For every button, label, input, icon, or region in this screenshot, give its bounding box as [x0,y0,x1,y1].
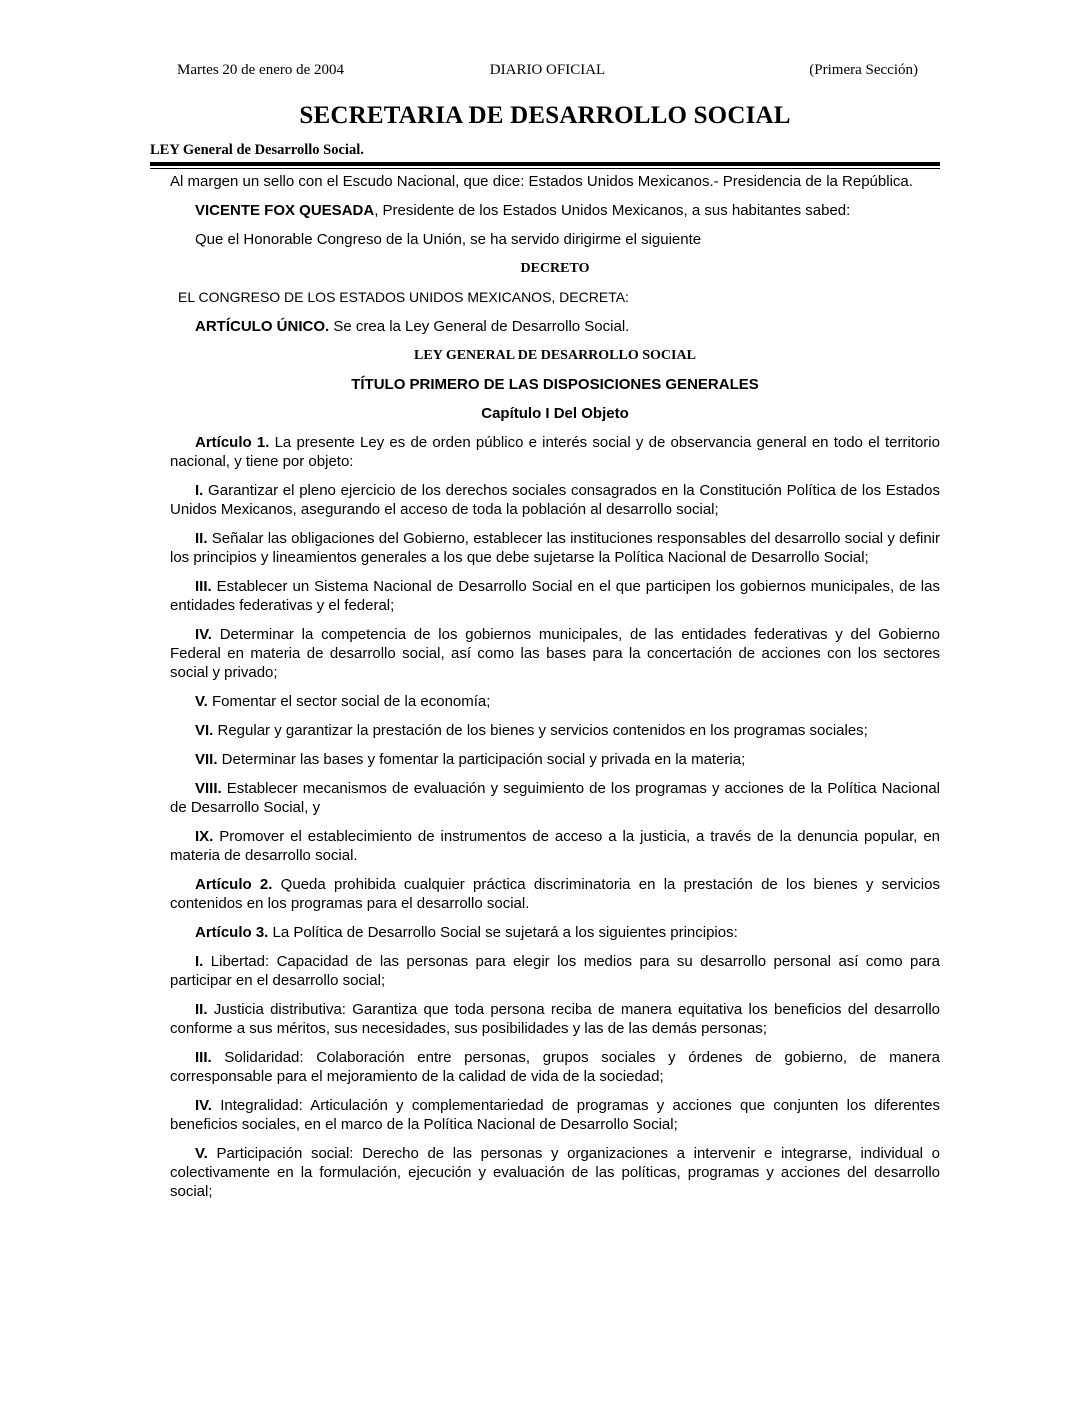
article-unico-text: Se crea la Ley General de Desarrollo Social. [329,318,630,335]
article-3-item [170,1096,940,1134]
article-unico [170,317,940,336]
decree-line: EL CONGRESO DE LOS ESTADOS UNIDOS MEXICANOS, DECRETA: [178,289,629,305]
document-page [150,0,940,1408]
item-number: V. [195,1145,208,1162]
law-label: LEY General de Desarrollo Social. [150,142,364,158]
item-number: I. [195,953,204,970]
article-2-label: Artículo 2. [195,876,273,893]
item-number: IV. [195,626,212,643]
item-number: II. [195,530,208,547]
article-3 [170,923,940,942]
article-1 [170,433,940,471]
article-1-text: La presente Ley es de orden público e interés social y de observancia general en todo el territorio nacional, y tiene por objeto: [170,434,940,470]
item-text: Integralidad: Articulación y complementariedad de programas y acciones que conjunten los diferentes beneficios sociales, en el marco de la Política Nacional de Desarrollo Social; [170,1097,940,1133]
item-text: Libertad: Capacidad de las personas para elegir los medios para su desarrollo personal así como para participar en el desarrollo social; [170,953,940,989]
article-2 [170,875,940,913]
article-1-item [170,625,940,682]
article-1-item [170,481,940,519]
item-text: Promover el establecimiento de instrumentos de acceso a la justicia, a través de la denuncia popular, en materia de desarrollo social. [170,828,940,864]
article-3-item [170,1000,940,1038]
item-number: II. [195,1001,208,1018]
item-number: VII. [195,751,218,768]
item-text: Garantizar el pleno ejercicio de los derechos sociales consagrados en la Constitución Política de los Estados Unidos Mexicanos, asegurando el acceso de toda la población al desarrollo social; [170,482,940,518]
president-name: VICENTE FOX QUESADA [195,202,375,219]
margin-paragraph: Al margen un sello con el Escudo Nacional, que dice: Estados Unidos Mexicanos.- Presidencia de la República. [170,173,913,190]
article-1-label: Artículo 1. [195,434,270,451]
item-text: Determinar la competencia de los gobiernos municipales, de las entidades federativas y del Gobierno Federal en materia de desarrollo social, así como las bases para la concertación de acciones con los sectores social y privado; [170,626,940,681]
capitulo-heading: Capítulo I Del Objeto [481,405,629,422]
item-text: Señalar las obligaciones del Gobierno, establecer las instituciones responsables del desarrollo social y definir los principios y lineamientos generales a los que debe sujetarse la Política Nacional de Desarrollo Social; [170,530,940,566]
header-date: Martes 20 de enero de 2004 [177,62,345,78]
article-3-text: La Política de Desarrollo Social se sujetará a los siguientes principios: [268,924,738,941]
article-3-label: Artículo 3. [195,924,269,941]
article-1-item [170,779,940,817]
article-3-item [170,952,940,990]
secretaria-title: SECRETARIA DE DESARROLLO SOCIAL [299,102,791,129]
divider-thin [150,168,940,169]
item-number: V. [195,693,208,710]
article-3-item [170,1048,940,1086]
article-1-item [170,721,940,740]
item-text: Regular y garantizar la prestación de los bienes y servicios contenidos en los programas sociales; [213,722,868,739]
article-1-item [170,692,940,711]
president-text: , Presidente de los Estados Unidos Mexicanos, a sus habitantes sabed: [374,202,851,219]
article-1-item [170,577,940,615]
president-paragraph [170,201,940,220]
article-1-item [170,750,940,769]
law-title: LEY GENERAL DE DESARROLLO SOCIAL [414,348,696,363]
item-number: IX. [195,828,214,845]
item-text: Solidaridad: Colaboración entre personas, grupos sociales y órdenes de gobierno, de manera corresponsable para el mejoramiento de la calidad de vida de la sociedad; [170,1049,940,1085]
document-body [170,172,940,1211]
item-text: Determinar las bases y fomentar la participación social y privada en la materia; [217,751,746,768]
decree-title: DECRETO [520,261,590,276]
article-unico-label: ARTÍCULO ÚNICO. [195,318,330,335]
item-text: Participación social: Derecho de las personas y organizaciones a intervenir e integrarse, individual o colectivamente en la formulación, ejecución y evaluación de las políticas, programas y acciones del desarrollo social; [170,1145,940,1200]
running-header [177,62,918,84]
article-1-item [170,827,940,865]
article-2-text: Queda prohibida cualquier práctica discriminatoria en la prestación de los bienes y servicios contenidos en los programas para el desarrollo social. [170,876,940,912]
article-3-item [170,1144,940,1201]
item-number: I. [195,482,204,499]
congress-paragraph: Que el Honorable Congreso de la Unión, se ha servido dirigirme el siguiente [195,231,702,248]
item-number: VIII. [195,780,222,797]
titulo-heading: TÍTULO PRIMERO DE LAS DISPOSICIONES GENERALES [351,376,759,393]
article-1-item [170,529,940,567]
header-section: (Primera Sección) [809,62,918,78]
item-number: IV. [195,1097,212,1114]
item-number: III. [195,578,212,595]
item-number: VI. [195,722,214,739]
item-number: III. [195,1049,212,1066]
item-text: Establecer mecanismos de evaluación y seguimiento de los programas y acciones de la Política Nacional de Desarrollo Social, y [170,780,940,816]
item-text: Fomentar el sector social de la economía; [207,693,491,710]
divider-thick [150,162,940,166]
item-text: Establecer un Sistema Nacional de Desarrollo Social en el que participen los gobiernos municipales, de las entidades federativas y el federal; [170,578,940,614]
header-newspaper: DIARIO OFICIAL [489,62,606,78]
item-text: Justicia distributiva: Garantiza que toda persona reciba de manera equitativa los beneficios del desarrollo conforme a sus méritos, sus necesidades, sus posibilidades y las de las demás personas; [170,1001,940,1037]
